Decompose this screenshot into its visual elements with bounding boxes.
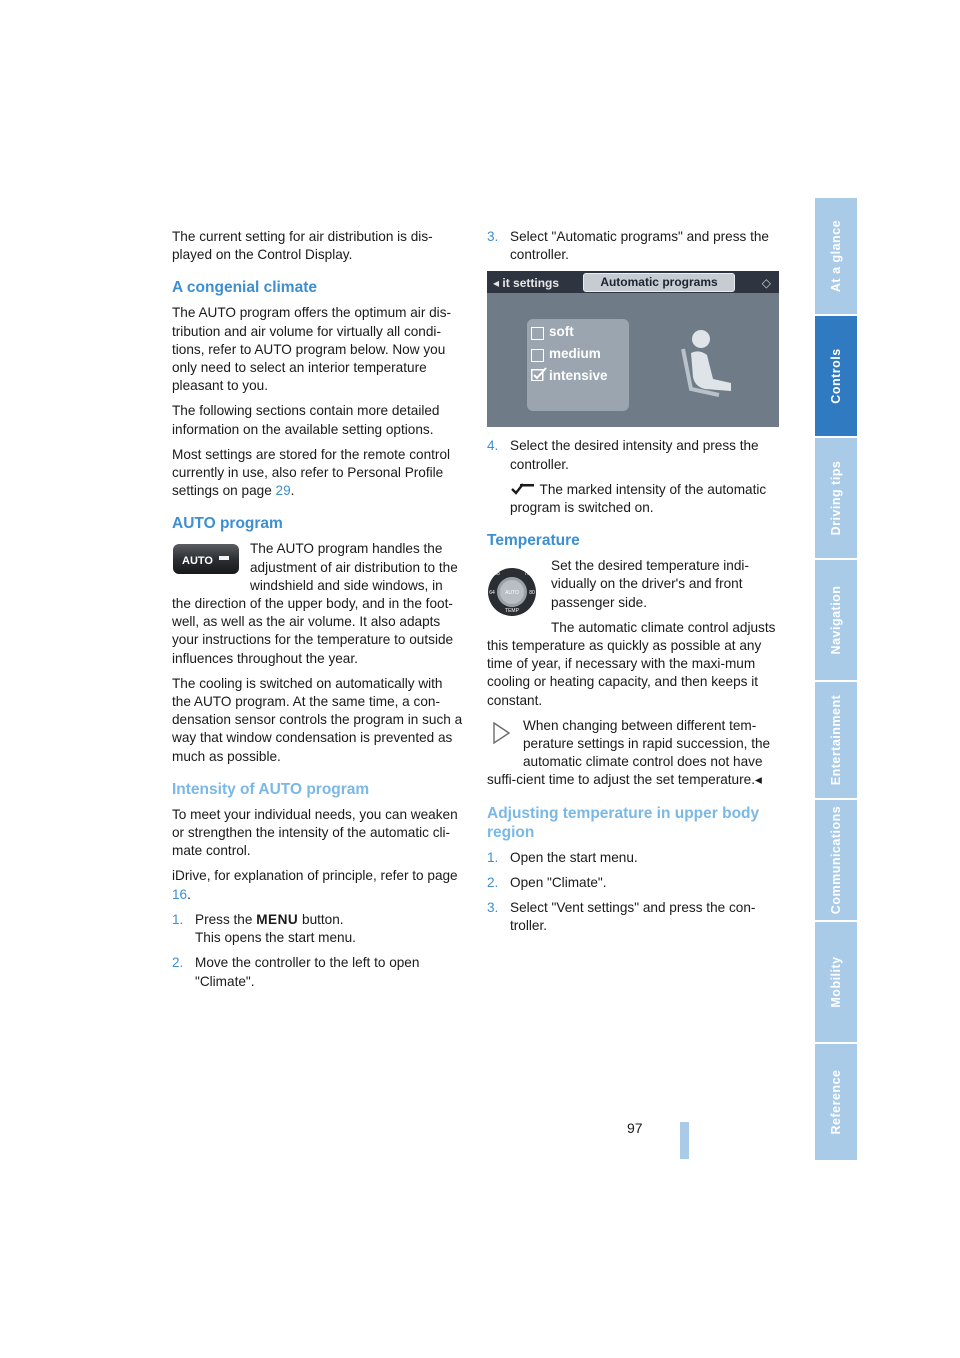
svg-text:64: 64 [489, 590, 495, 597]
temperature-p2: The automatic climate control adjusts this temperature as quickly as possible at any time of year, if necessary with the maxi-mum cooling or heating capacity, and then keeps it constant. [487, 619, 776, 708]
heading-upper-body: Adjusting temperature in upper body region [487, 804, 760, 841]
congenial-p2: The following sections contain more detailed information on the available setting options. [172, 403, 440, 437]
svg-text:72: 72 [509, 564, 515, 571]
check-mark-icon [510, 481, 536, 495]
chapter-tabs [815, 198, 857, 1162]
upper-body-step-3: 3. Select "Vent settings" and press the con-troller. [487, 900, 756, 934]
svg-text:76: 76 [524, 571, 530, 578]
auto-program-p2: The cooling is switched on automatically with the AUTO program. At the same time, a con-densation sensor controls the program in such a way that window condensation is prevented as much as possible. [172, 675, 463, 764]
menu-button-key: MENU [256, 911, 299, 927]
temperature-dial-image [487, 559, 537, 630]
heading-congenial-climate: A congenial climate [172, 279, 317, 297]
intensity-note: The marked intensity of the automatic program is switched on. [510, 481, 767, 516]
page-link-16[interactable]: 16 [172, 886, 188, 902]
auto-program-p1: The AUTO program handles the adjustment of air distribution to the windshield and side windows, in the direction of the upper body, and in the foot-well, as well as the air volume. It also adapts your instructions for the temperature to outside influences throughout the year. [172, 541, 458, 666]
temperature-dial-icon [487, 559, 537, 625]
tab-driving-tips[interactable]: Driving tips [815, 438, 857, 560]
temperature-note: When changing between different tem-perature settings in rapid succession, the automatic climate control does not have suffi-cient time to adjust the set temperature.◂ [487, 717, 771, 788]
auto-button-image [172, 542, 240, 581]
screen-nav-icon: ◇ [761, 276, 771, 291]
page-link-29[interactable]: 29 [275, 483, 291, 499]
page-number-bar [680, 1122, 689, 1159]
heading-auto-program: AUTO program [172, 515, 283, 533]
check-mark-icon [531, 367, 547, 381]
tab-communications[interactable]: Communications [815, 800, 857, 922]
page-number: 97 [627, 1120, 643, 1136]
auto-program-section [172, 540, 464, 667]
upper-body-step-1: 1. Open the start menu. [487, 849, 638, 865]
svg-text:AUTO: AUTO [505, 590, 519, 597]
intensity-p1: To meet your individual needs, you can weaken or strengthen the intensity of the automatic cli-mate control. [172, 806, 458, 859]
screen-tab-vent-settings: ◂ it settings [493, 276, 560, 291]
note-image [487, 719, 515, 752]
congenial-p1: The AUTO program offers the optimum air dis-tribution and air volume for virtually all condi-tions, refer to AUTO program below. Now you only need to select an interior temperature pleasant to you. [172, 305, 452, 394]
tab-controls[interactable]: Controls [815, 316, 857, 438]
tab-mobility[interactable]: Mobility [815, 922, 857, 1044]
option-medium: medium [549, 346, 601, 362]
auto-button-icon [172, 542, 240, 576]
option-soft: soft [549, 324, 574, 340]
temperature-p1: Set the desired temperature indi-vidually on the driver's and front passenger side. [551, 558, 749, 610]
left-column [172, 228, 464, 998]
right-column [487, 228, 779, 942]
intensity-step-3: 3. Select "Automatic programs" and press the controller. [487, 229, 769, 263]
seat-figure-icon [669, 329, 739, 409]
heading-temperature: Temperature [487, 532, 580, 550]
upper-body-step-2: 2. Open "Climate". [487, 874, 607, 890]
intensity-step-1: 1. Press the MENU button. This opens the start menu. [172, 911, 356, 946]
svg-text:TEMP: TEMP [505, 608, 519, 615]
tab-at-a-glance[interactable]: At a glance [815, 198, 857, 316]
intensity-step-4: 4. Select the desired intensity and press the controller. [487, 438, 759, 472]
control-display-screenshot [487, 271, 779, 427]
intensity-p2: iDrive, for explanation of principle, refer to page 16. [172, 868, 458, 902]
tab-navigation[interactable]: Navigation [815, 560, 857, 682]
screen-tab-automatic-programs: Automatic programs [583, 273, 735, 292]
auto-button-label: AUTO [182, 555, 213, 568]
congenial-p3: Most settings are stored for the remote control currently in use, also refer to Personal Profile settings on page 29. [172, 446, 451, 499]
heading-intensity: Intensity of AUTO program [172, 780, 370, 798]
checkbox-icon [531, 349, 544, 362]
note-triangle-icon [487, 719, 515, 747]
svg-text:68: 68 [494, 571, 500, 578]
tab-reference[interactable]: Reference [815, 1044, 857, 1162]
option-intensive: intensive [549, 368, 608, 384]
temperature-section [487, 557, 779, 710]
intro-text: The current setting for air distribution is dis- played on the Control Display. [172, 229, 433, 263]
tab-entertainment[interactable]: Entertainment [815, 682, 857, 800]
intensity-step-2: 2. Move the controller to the left to open "Climate". [172, 955, 420, 989]
checkbox-icon [531, 327, 544, 340]
svg-text:80: 80 [529, 590, 535, 597]
